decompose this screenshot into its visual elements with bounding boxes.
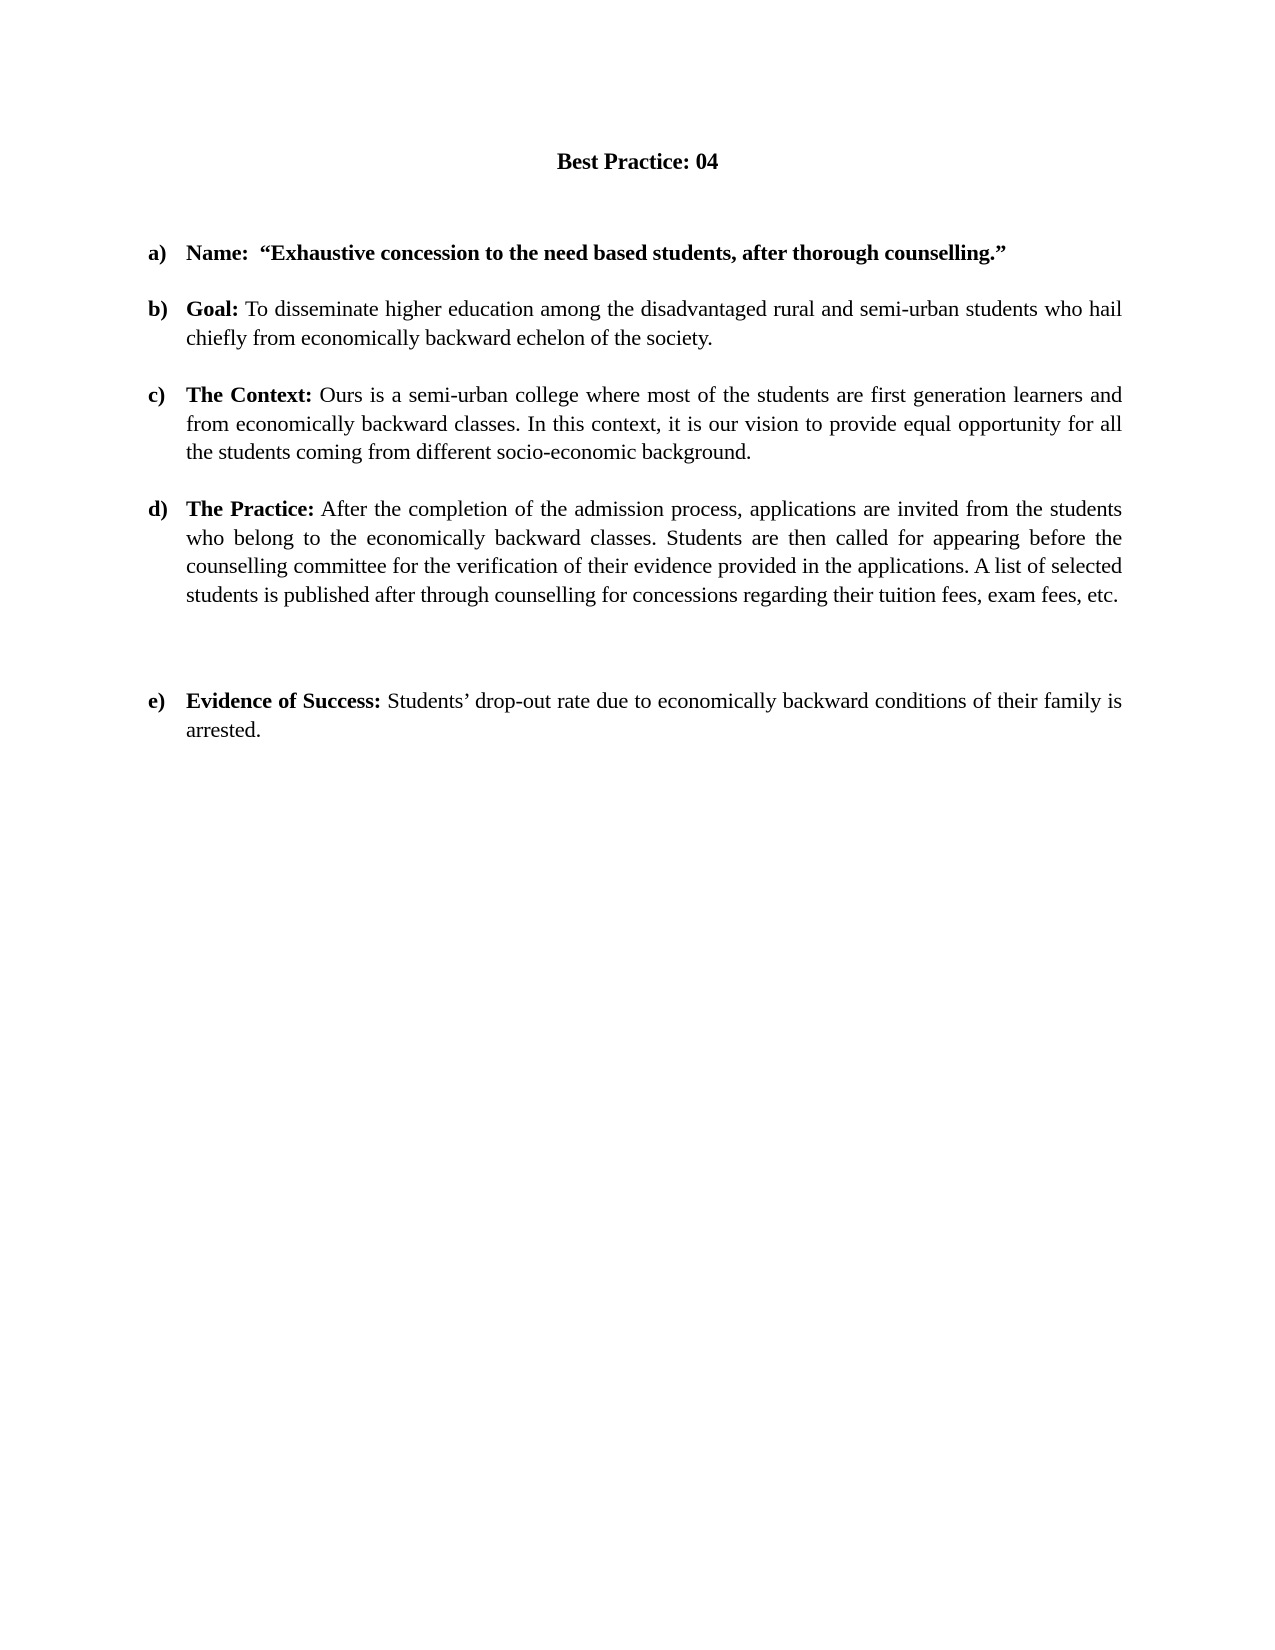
list-item-name xyxy=(148,239,1122,268)
item-text: Students’ drop-out rate due to economically backward conditions of their family is arrested. xyxy=(186,688,1122,742)
list-item-body xyxy=(186,687,1122,744)
list-marker: b) xyxy=(148,296,168,321)
list-item-goal xyxy=(148,295,1122,352)
list-marker: a) xyxy=(148,240,167,265)
list-item-evidence xyxy=(148,687,1122,744)
page-title: Best Practice: 04 xyxy=(556,149,719,174)
item-lead-label: The Practice: xyxy=(186,496,315,521)
list-item-context xyxy=(148,381,1122,467)
list-item-practice xyxy=(148,495,1122,609)
list-item-body xyxy=(186,295,1122,352)
item-lead-label: The Context: xyxy=(186,382,313,407)
item-lead-label: Name: xyxy=(186,240,249,265)
item-lead-label: Evidence of Success: xyxy=(186,688,382,713)
list-item-body xyxy=(186,495,1122,609)
list-marker: c) xyxy=(148,382,166,407)
list-marker: d) xyxy=(148,496,168,521)
list-item-body xyxy=(186,381,1122,467)
list-item-body xyxy=(186,239,1122,268)
item-lead-label: Goal: xyxy=(186,296,239,321)
item-text: Ours is a semi-urban college where most of the students are first generation learners and from economically backward classes. In this context, it is our vision to provide equal opportunity for all the students coming from different socio-economic background. xyxy=(186,382,1122,464)
list-marker: e) xyxy=(148,688,166,713)
item-text: To disseminate higher education among the disadvantaged rural and semi-urban students who hail chiefly from economically backward echelon of the society. xyxy=(186,296,1122,350)
item-text: “Exhaustive concession to the need based students, after thorough counselling.” xyxy=(259,240,1007,265)
item-text: After the completion of the admission process, applications are invited from the students who belong to the economically backward classes. Students are then called for appearing before the counselling committee for the verification of their evidence provided in the applications. A list of selected students is published after through counselling for concessions regarding their tuition fees, exam fees, etc. xyxy=(186,496,1122,607)
